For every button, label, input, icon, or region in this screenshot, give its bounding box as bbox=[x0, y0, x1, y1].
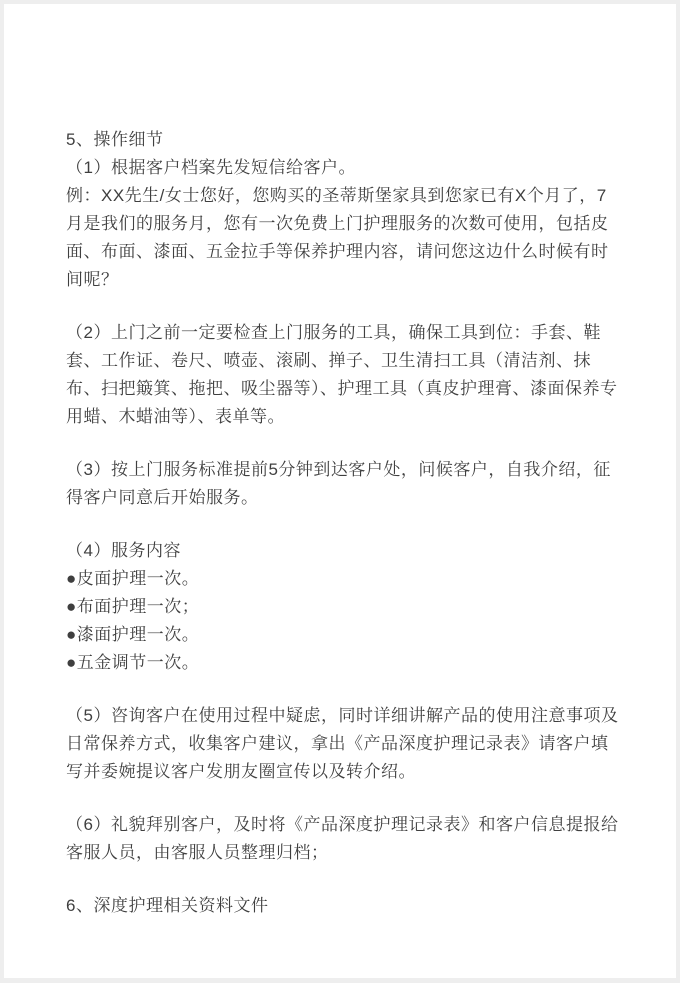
bullet-item-paint-care: ●漆面护理一次。 bbox=[66, 625, 200, 644]
section-heading-6: 6、深度护理相关资料文件 bbox=[66, 896, 269, 915]
paragraph-item-6: （6）礼貌拜别客户，及时将《产品深度护理记录表》和客户信息提报给客服人员，由客服人员整理归档； bbox=[66, 815, 619, 862]
paragraph-item-1: （1）根据客户档案先发短信给客户。 bbox=[66, 158, 356, 177]
bullet-item-hardware-adjust: ●五金调节一次。 bbox=[66, 653, 200, 672]
document-content bbox=[4, 4, 676, 920]
paragraph-item-3: （3）按上门服务标准提前5分钟到达客户处，问候客户，自我介绍，征得客户同意后开始服务。 bbox=[66, 460, 611, 507]
paragraph-item-4-heading: （4）服务内容 bbox=[66, 541, 181, 560]
bullet-item-fabric-care: ●布面护理一次； bbox=[66, 597, 200, 616]
paragraph-example-sms: 例：XX先生/女士您好，您购买的圣蒂斯堡家具到您家已有X个月了，7月是我们的服务月，您有一次免费上门护理服务的次数可使用，包括皮面、布面、漆面、五金拉手等保养护理内容，请问您这边什么时候有时间呢？ bbox=[66, 186, 609, 289]
paragraph-item-5: （5）咨询客户在使用过程中疑虑，同时详细讲解产品的使用注意事项及日常保养方式，收集客户建议，拿出《产品深度护理记录表》请客户填写并委婉提议客户发朋友圈宣传以及转介绍。 bbox=[66, 706, 619, 781]
bullet-item-leather-care: ●皮面护理一次。 bbox=[66, 569, 200, 588]
document-page bbox=[4, 4, 676, 978]
paragraph-item-2: （2）上门之前一定要检查上门服务的工具，确保工具到位：手套、鞋套、工作证、卷尺、喷壶、滚刷、掸子、卫生清扫工具（清洁剂、抹布、扫把簸箕、拖把、吸尘器等）、护理工具（真皮护理膏、漆面保养专用蜡、木蜡油等）、表单等。 bbox=[66, 323, 618, 426]
section-heading-5: 5、操作细节 bbox=[66, 130, 164, 149]
